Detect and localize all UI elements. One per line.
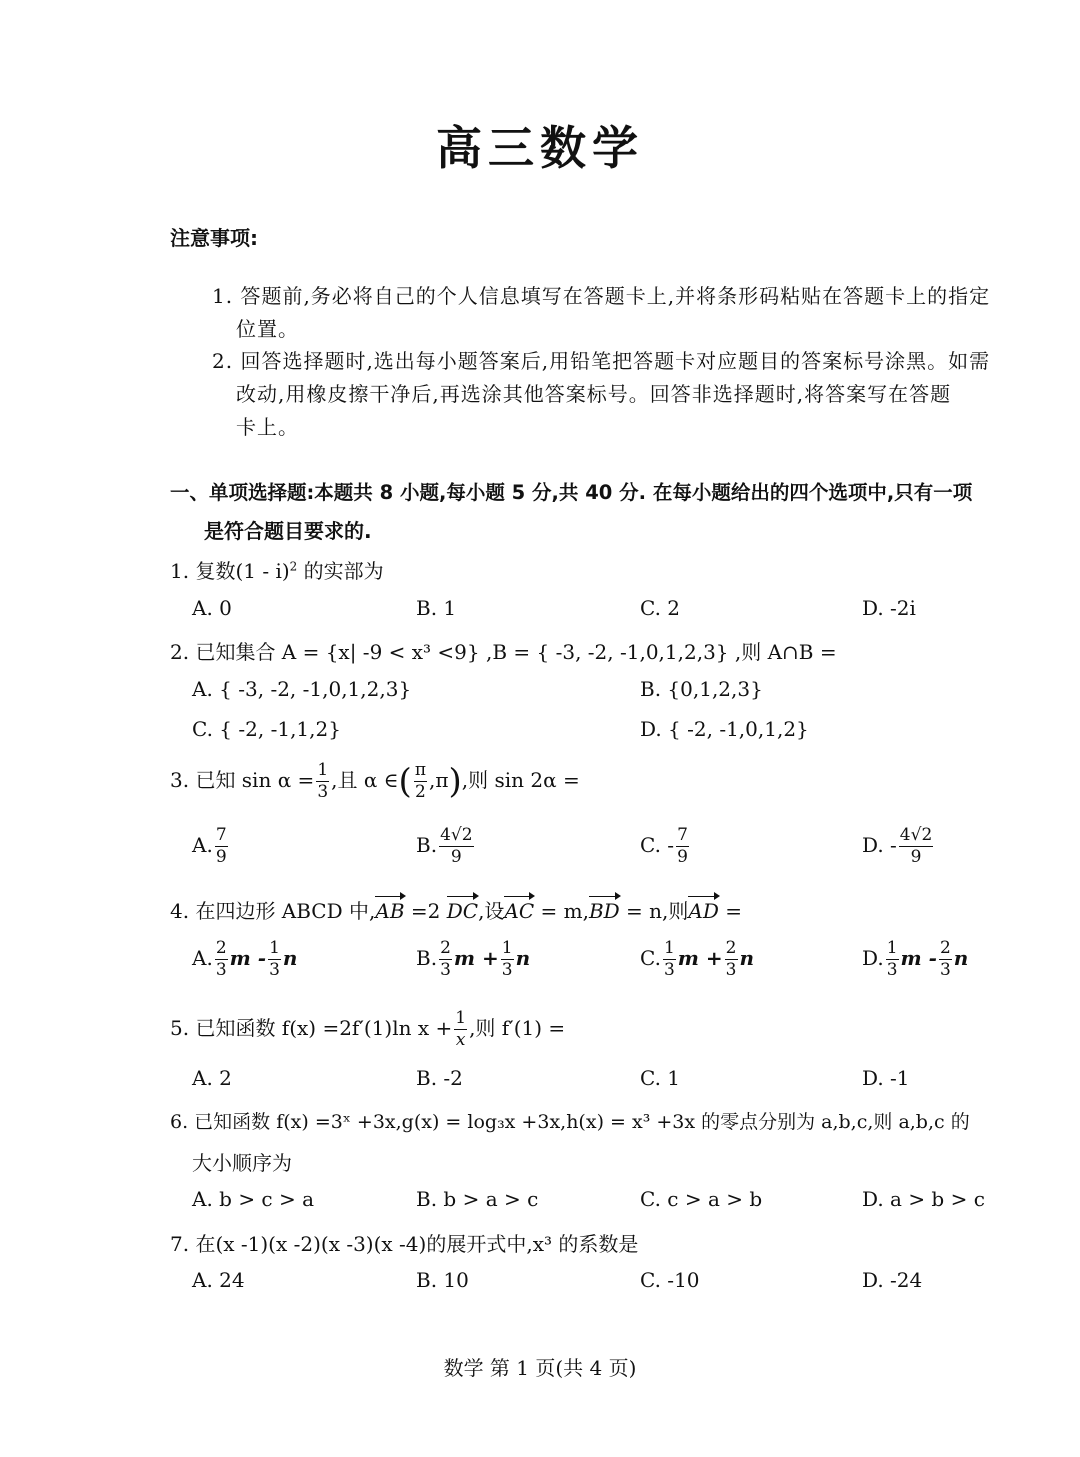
question-1-option-c: C. 2 xyxy=(640,596,681,620)
question-5-option-b: B. -2 xyxy=(416,1066,463,1090)
question-6-option-d: D. a > b > c xyxy=(862,1187,985,1211)
question-6-stem-line-2: 大小顺序为 xyxy=(192,1151,292,1175)
question-5-option-a: A. 2 xyxy=(192,1066,232,1090)
question-3-stem: 3. 已知 sin α = $\frac{1}{3}$ ,且 α ∈( $\frac{\pi}{2}$ ,π),则 sin 2α = xyxy=(170,760,580,802)
question-6-option-b: B. b > a > c xyxy=(416,1187,539,1211)
question-5-stem: 5. 已知函数 f(x) =2f′(1)ln x + $\frac{1}{x}$ ,则 f′(1) = xyxy=(170,1008,566,1050)
question-5-option-d: D. -1 xyxy=(862,1066,910,1090)
question-6-option-c: C. c > a > b xyxy=(640,1187,763,1211)
notice-item-1-line-2: 位置。 xyxy=(236,317,299,341)
question-6-option-a: A. b > c > a xyxy=(192,1187,315,1211)
question-3-option-a: A. $\frac{7}{9}$ xyxy=(192,825,227,867)
page-title: 高三数学 xyxy=(436,121,644,175)
section-heading-line-1: 一、单项选择题:本题共 8 小题,每小题 5 分,共 40 分. 在每小题给出的四个选项中,只有一项 xyxy=(170,481,973,504)
notice-item-1-line-1: 1. 答题前,务必将自己的个人信息填写在答题卡上,并将条形码粘贴在答题卡上的指定 xyxy=(212,284,991,308)
notice-item-2-line-2: 改动,用橡皮擦干净后,再选涂其他答案标号。回答非选择题时,将答案写在答题 xyxy=(236,382,952,406)
question-4-option-a: A. $\frac{2}{3}$ m - $\frac{1}{3}$ n xyxy=(192,938,298,980)
question-4-option-d: D. $\frac{1}{3}$ m - $\frac{2}{3}$ n xyxy=(862,938,969,980)
question-7-option-a: A. 24 xyxy=(192,1268,245,1292)
notice-item-2-line-1: 2. 回答选择题时,选出每小题答案后,用铅笔把答题卡对应题目的答案标号涂黑。如需 xyxy=(212,349,991,373)
question-3-option-d: D. - $\frac{4√2}{9}$ xyxy=(862,825,933,867)
notice-item-2-line-3: 卡上。 xyxy=(236,415,299,439)
question-2-option-a: A. { -3, -2, -1,0,1,2,3} xyxy=(192,677,412,701)
question-3-option-c: C. - $\frac{7}{9}$ xyxy=(640,825,688,867)
question-5-option-c: C. 1 xyxy=(640,1066,681,1090)
question-4-option-b: B. $\frac{2}{3}$ m + $\frac{1}{3}$ n xyxy=(416,938,531,980)
question-7-option-b: B. 10 xyxy=(416,1268,469,1292)
fraction-one-third: $\frac{1}{3}$ xyxy=(317,760,329,802)
notice-heading: 注意事项: xyxy=(170,226,258,250)
question-1-option-a: A. 0 xyxy=(192,596,232,620)
question-2-option-d: D. { -2, -1,0,1,2} xyxy=(640,717,809,741)
question-7-option-c: C. -10 xyxy=(640,1268,700,1292)
question-1-stem: 1. 复数(1 - i)$^2$ 的实部为 xyxy=(170,559,384,583)
page-footer: 数学 第 1 页(共 4 页) xyxy=(443,1356,637,1380)
question-4-stem: 4. 在四边形 ABCD 中,AB =2 DC,设AC = m,BD = n,则AD = xyxy=(170,899,743,923)
question-2-stem: 2. 已知集合 A = {x| -9 < x³ <9} ,B = { -3, -2, -1,0,1,2,3} ,则 A∩B = xyxy=(170,640,837,664)
question-4-option-c: C. $\frac{1}{3}$ m + $\frac{2}{3}$ n xyxy=(640,938,755,980)
question-7-stem: 7. 在(x -1)(x -2)(x -3)(x -4)的展开式中,x³ 的系数是 xyxy=(170,1232,639,1256)
question-1-option-d: D. -2i xyxy=(862,596,916,620)
question-2-option-b: B. {0,1,2,3} xyxy=(640,677,763,701)
fraction-pi-over-2: $\frac{\pi}{2}$ xyxy=(414,760,426,802)
question-6-stem-line-1: 6. 已知函数 f(x) =3ˣ +3x,g(x) = log₃x +3x,h(x) = x³ +3x 的零点分别为 a,b,c,则 a,b,c 的 xyxy=(170,1111,970,1133)
question-1-option-b: B. 1 xyxy=(416,596,457,620)
section-heading-line-2: 是符合题目要求的. xyxy=(204,519,372,543)
question-2-option-c: C. { -2, -1,1,2} xyxy=(192,717,341,741)
question-3-option-b: B. $\frac{4√2}{9}$ xyxy=(416,825,473,867)
question-7-option-d: D. -24 xyxy=(862,1268,923,1292)
